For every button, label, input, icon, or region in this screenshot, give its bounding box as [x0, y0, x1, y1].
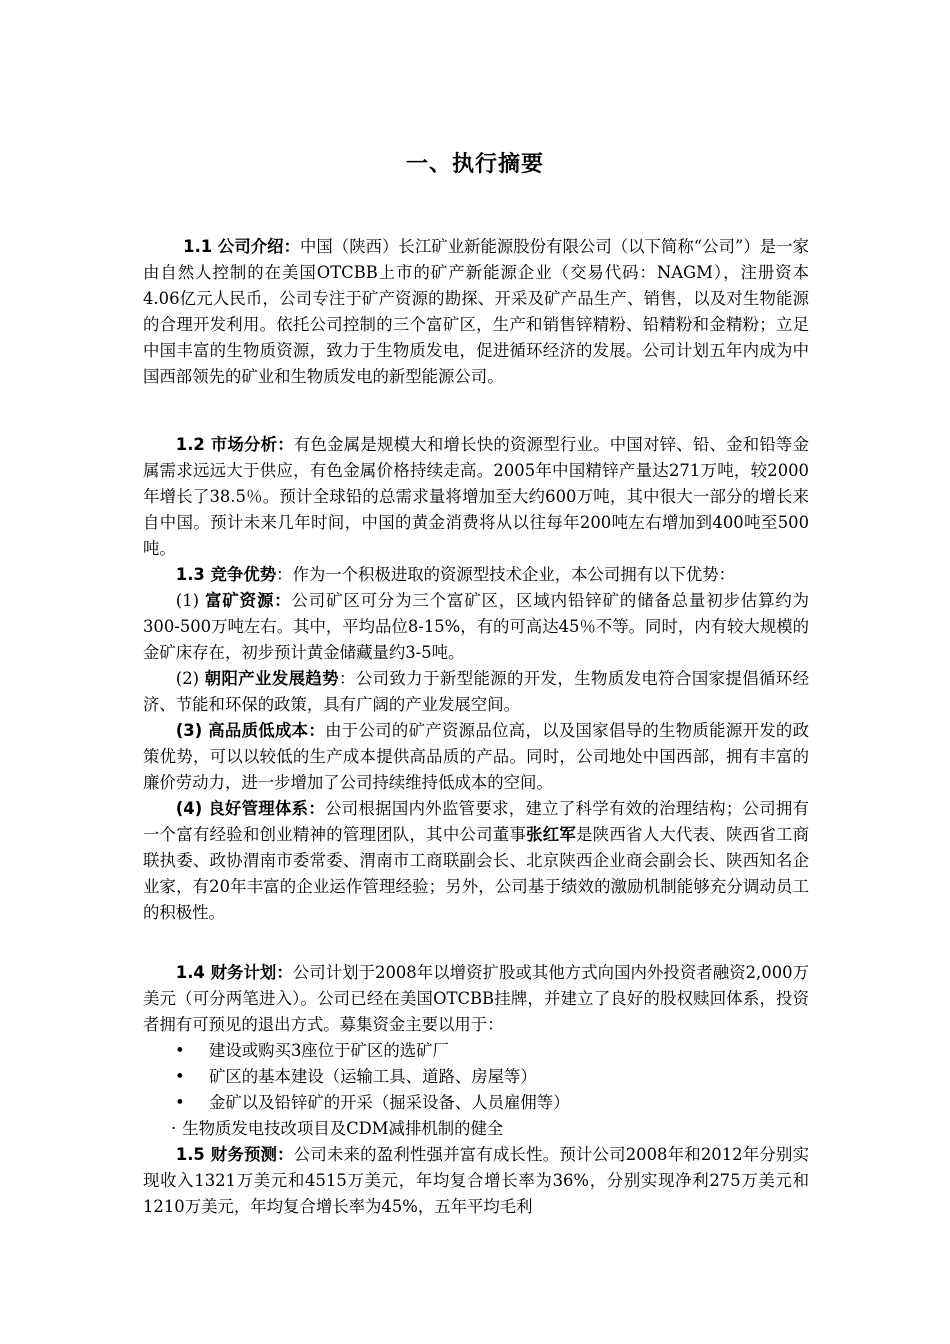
label-advantage-4: (4) 良好管理体系： — [175, 799, 326, 818]
text-1-3: ：作为一个积极进取的资源型技术企业，本公司拥有以下优势： — [276, 565, 736, 584]
text-1-5: 公司未来的盈利性强并富有成长性。预计公司2008年和2012年分别实现收入1321万美元和4515万美元，年均复合增长率为36%，分别实现净利275万美元和1210万美元，年均复合增长率为45%，五年平均毛利 — [143, 1145, 809, 1216]
list-item — [143, 1090, 809, 1116]
label-1-2: 1.2 市场分析： — [175, 435, 294, 454]
label-advantage-2: 朝阳产业发展趋势 — [204, 669, 340, 688]
section-market-and-advantages — [143, 432, 809, 926]
paragraph-advantage-3 — [143, 718, 809, 796]
page-title: 一、执行摘要 — [405, 152, 544, 177]
label-advantage-1: 富矿资源： — [205, 591, 292, 610]
list-item — [143, 1064, 809, 1090]
list-item-extra-text: 生物质发电技改项目及CDM减排机制的健全 — [182, 1119, 504, 1138]
section-company-intro — [143, 234, 809, 390]
paragraph-1-5 — [143, 1142, 809, 1220]
text-advantage-4b: 是陕西省人大代表、陕西省工商联执委、政协渭南市委常委、渭南市工商联副会长、北京陕西企业商会副会长、陕西知名企业家，有20年丰富的企业运作管理经验；另外，公司基于绩效的激励机制能够充分调动员工的积极性。 — [143, 825, 810, 922]
list-item-text: 建设或购买3座位于矿区的选矿厂 — [209, 1041, 449, 1060]
label-advantage-3: (3) 高品质低成本： — [175, 721, 326, 740]
label-1-4: 1.4 财务计划： — [175, 963, 293, 982]
label-1-3: 1.3 竞争优势 — [175, 565, 277, 584]
bullet-icon: • — [175, 1041, 185, 1060]
bullet-icon: • — [175, 1067, 185, 1086]
paragraph-1-1 — [143, 234, 809, 390]
paragraph-advantage-4 — [143, 796, 809, 926]
middle-dot-icon: · — [171, 1119, 177, 1138]
paragraph-1-2 — [143, 432, 809, 562]
paragraph-1-4 — [143, 960, 809, 1038]
paragraph-1-3 — [143, 562, 809, 588]
funding-use-list — [143, 1038, 809, 1116]
num-advantage-2: (2) — [175, 669, 205, 688]
label-1-5: 1.5 财务预测： — [175, 1145, 294, 1164]
num-advantage-1: (1) — [175, 591, 206, 610]
text-1-2: 有色金属是规模大和增长快的资源型行业。中国对锌、铅、金和铅等金属需求远远大于供应，有色金属价格持续走高。2005年中国精锌产量达271万吨，较2000年增长了38.5％。预计全球铅的总需求量将增加至大约600万吨，其中很大一部分的增长来自中国。预计未来几年时间，中国的黄金消费将从以往每年200吨左右增加到400吨至500吨。 — [143, 435, 809, 558]
text-1-4: 公司计划于2008年以增资扩股或其他方式向国内外投资者融资2,000万美元（可分两笔进入）。公司已经在美国OTCBB挂牌，并建立了良好的股权赎回体系，投资者拥有可预见的退出方式。募集资金主要以用于： — [143, 963, 809, 1034]
list-item-text: 矿区的基本建设（运输工具、道路、房屋等） — [209, 1067, 537, 1086]
list-item-text: 金矿以及铅锌矿的开采（掘采设备、人员雇佣等） — [209, 1093, 570, 1112]
list-item — [143, 1038, 809, 1064]
text-1-1: 中国（陕西）长江矿业新能源股份有限公司（以下简称“公司”）是一家由自然人控制的在美国OTCBB上市的矿产新能源企业（交易代码：NAGM），注册资本4.06亿元人民币，公司专注于矿产资源的勘探、开采及矿产品生产、销售，以及对生物能源的合理开发利用。依托公司控制的三个富矿区，生产和销售锌精粉、铅精粉和金精粉；立足中国丰富的生物质资源，致力于生物质发电，促进循环经济的发展。公司计划五年内成为中国西部领先的矿业和生物质发电的新型能源公司。 — [143, 237, 809, 386]
director-name: 张红军 — [526, 825, 577, 844]
paragraph-advantage-2 — [143, 666, 809, 718]
paragraph-advantage-1 — [143, 588, 809, 666]
list-item-extra — [143, 1116, 809, 1142]
text-advantage-3: 由于公司的矿产资源品位高，以及国家倡导的生物质能源开发的政策优势，可以以较低的生产成本提供高品质的产品。同时，公司地处中国西部，拥有丰富的廉价劳动力，进一步增加了公司持续维持低成本的空间。 — [143, 721, 810, 792]
text-advantage-4a: 公司根据国内外监管要求，建立了科学有效的治理结构；公司拥有一个富有经验和创业精神的管理团队，其中公司董事 — [143, 799, 810, 844]
text-advantage-1: 公司矿区可分为三个富矿区，区域内铅锌矿的储备总量初步估算约为300-500万吨左右。其中，平均品位8-15%，有的可高达45％不等。同时，内有较大规模的金矿床存在，初步预计黄金储藏量约3-5吨。 — [143, 591, 810, 662]
bullet-icon: • — [175, 1093, 185, 1112]
section-finance — [143, 960, 809, 1220]
label-1-1: 1.1 公司介绍： — [183, 237, 300, 256]
text-advantage-2: ：公司致力于新型能源的开发，生物质发电符合国家提倡循环经济、节能和环保的政策，具有广阔的产业发展空间。 — [143, 669, 810, 714]
